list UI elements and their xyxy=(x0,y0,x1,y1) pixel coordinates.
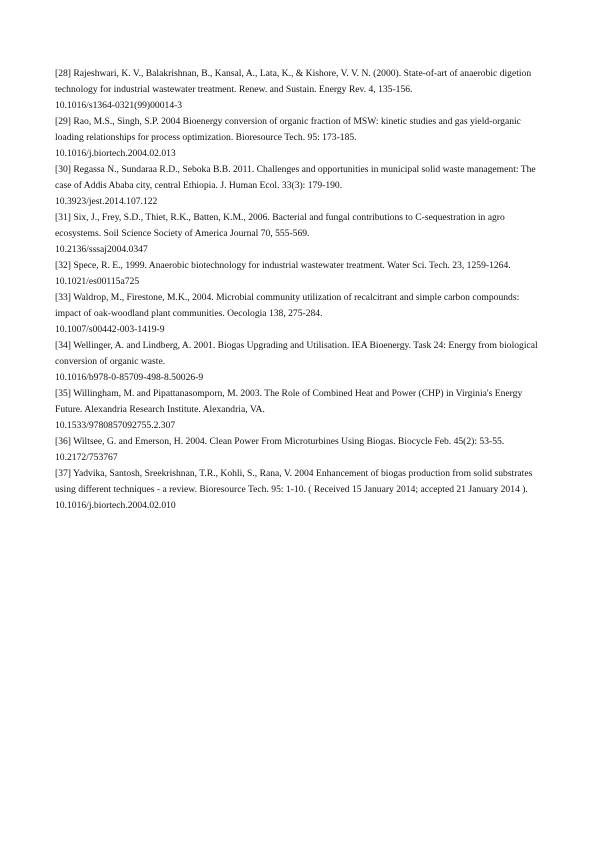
reference-text: [33] Waldrop, M., Firestone, M.K., 2004. Microbial community utilization of recalcitrant and simple carbon compounds: impact of oak-woodland plant communities. Oecologia 138, 275-284. xyxy=(55,292,520,319)
reference-doi[interactable]: 10.2136/sssaj2004.0347 xyxy=(55,244,148,255)
reference-entry-29 xyxy=(55,114,540,162)
reference-entry-33 xyxy=(55,290,540,338)
reference-text: [37] Yadvika, Santosh, Sreekrishnan, T.R., Kohli, S., Rana, V. 2004 Enhancement of biogas production from solid substrates using different techniques - a review. Bioresource Tech. 95: 1-10. ( Received 15 January 2014; accepted 21 January 2014 ). xyxy=(55,468,533,495)
reference-entry-32 xyxy=(55,258,540,290)
reference-list xyxy=(55,66,540,514)
reference-text: [28] Rajeshwari, K. V., Balakrishnan, B., Kansal, A., Lata, K., & Kishore, V. V. N. (2000). State-of-art of anaerobic digetion technology for industrial wastewater treatment. Renew. and Sustain. Energy Rev. 4, 135-156. xyxy=(55,68,532,95)
reference-entry-36 xyxy=(55,434,540,466)
reference-text: [32] Spece, R. E., 1999. Anaerobic biotechnology for industrial wastewater treatment. Water Sci. Tech. 23, 1259-1264. xyxy=(55,260,511,271)
reference-entry-37 xyxy=(55,466,540,514)
reference-doi[interactable]: 10.2172/753767 xyxy=(55,452,118,463)
reference-text: [34] Wellinger, A. and Lindberg, A. 2001. Biogas Upgrading and Utilisation. IEA Bioenergy. Task 24: Energy from biological conversion of organic waste. xyxy=(55,340,538,367)
reference-doi[interactable]: 10.1016/j.biortech.2004.02.010 xyxy=(55,500,176,511)
reference-doi[interactable]: 10.3923/jest.2014.107.122 xyxy=(55,196,158,207)
reference-entry-31 xyxy=(55,210,540,258)
reference-doi[interactable]: 10.1533/9780857092755.2.307 xyxy=(55,420,176,431)
reference-doi[interactable]: 10.1016/j.biortech.2004.02.013 xyxy=(55,148,176,159)
reference-text: [29] Rao, M.S., Singh, S.P. 2004 Bioenergy conversion of organic fraction of MSW: kinetic studies and gas yield-organic loading relationships for process optimization. Bioresource Tech. 95: 173-185. xyxy=(55,116,521,143)
reference-doi[interactable]: 10.1021/es00115a725 xyxy=(55,276,140,287)
reference-entry-28 xyxy=(55,66,540,114)
reference-doi[interactable]: 10.1007/s00442-003-1419-9 xyxy=(55,324,165,335)
reference-text: [31] Six, J., Frey, S.D., Thiet, R.K., Batten, K.M., 2006. Bacterial and fungal contributions to C-sequestration in agro ecosystems. Soil Science Society of America Journal 70, 555-569. xyxy=(55,212,505,239)
reference-doi[interactable]: 10.1016/s1364-0321(99)00014-3 xyxy=(55,100,183,111)
reference-entry-35 xyxy=(55,386,540,434)
reference-entry-30 xyxy=(55,162,540,210)
reference-doi[interactable]: 10.1016/b978-0-85709-498-8.50026-9 xyxy=(55,372,204,383)
reference-text: [35] Willingham, M. and Pipattanasomporn, M. 2003. The Role of Combined Heat and Power (CHP) in Virginia's Energy Future. Alexandria Research Institute. Alexandria, VA. xyxy=(55,388,523,415)
reference-entry-34 xyxy=(55,338,540,386)
reference-text: [30] Regassa N., Sundaraa R.D., Seboka B.B. 2011. Challenges and opportunities in municipal solid waste management: The case of Addis Ababa city, central Ethiopia. J. Human Ecol. 33(3): 179-190. xyxy=(55,164,536,191)
reference-text: [36] Wiltsee, G. and Emerson, H. 2004. Clean Power From Microturbines Using Biogas. Biocycle Feb. 45(2): 53-55. xyxy=(55,436,505,447)
